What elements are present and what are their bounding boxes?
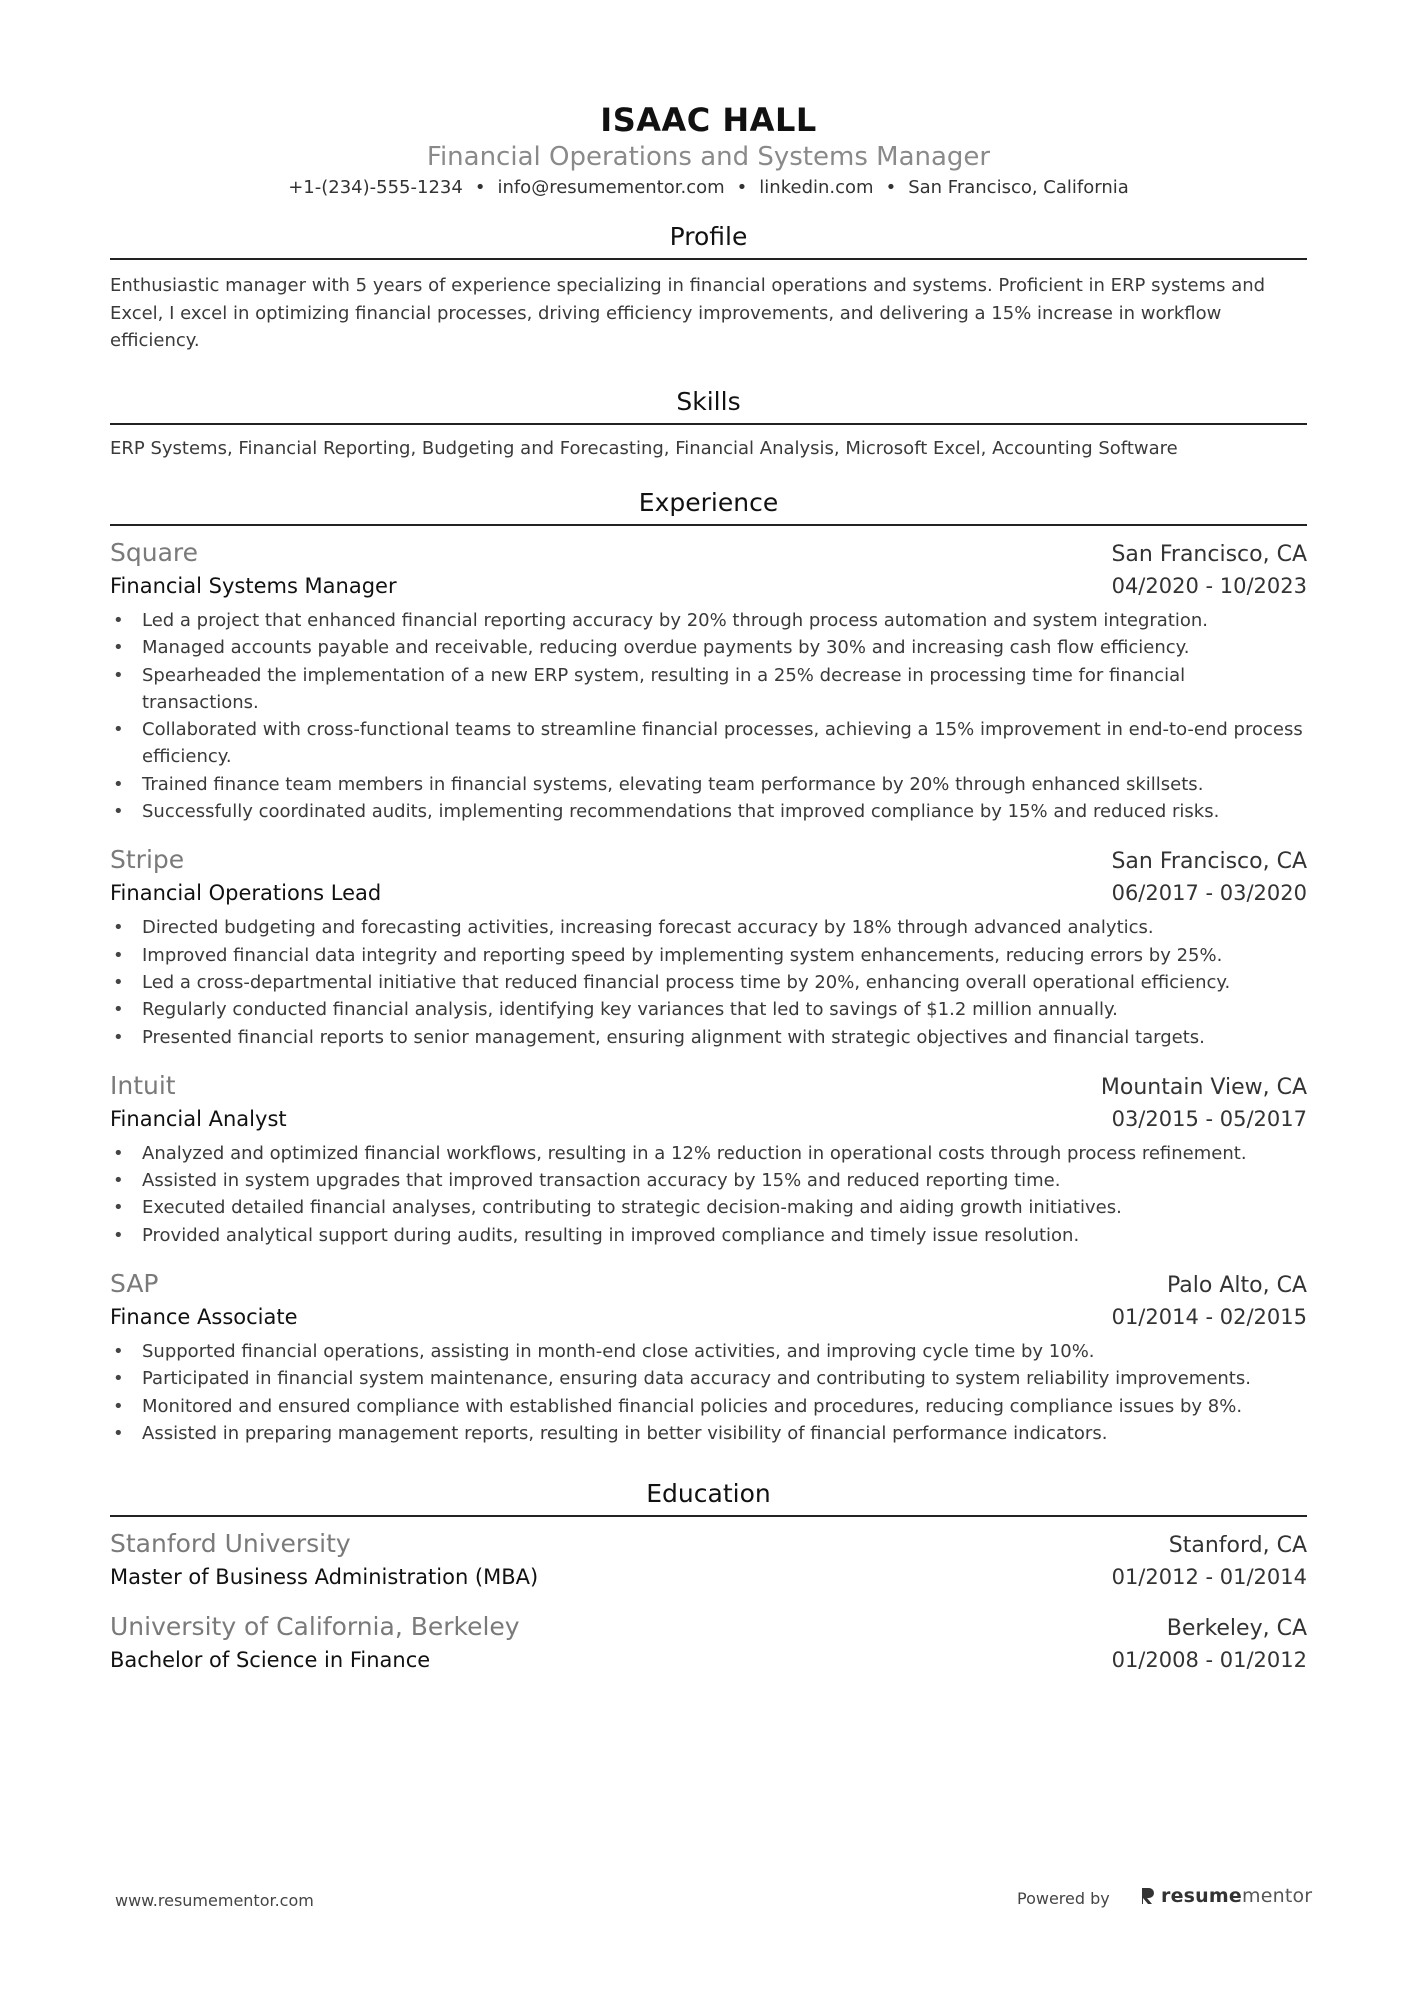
section-divider	[110, 1515, 1307, 1517]
achievement-item: • Assisted in preparing management reports, resulting in better visibility of financial performance indicators.	[110, 1420, 1307, 1447]
job-title: Financial Analyst	[110, 1106, 287, 1131]
degree: Master of Business Administration (MBA)	[110, 1565, 539, 1590]
education-dates: 01/2008 - 01/2012	[1111, 1648, 1307, 1673]
education-dates: 01/2012 - 01/2014	[1111, 1565, 1307, 1590]
brand-logo[interactable]	[1140, 1885, 1312, 1907]
achievement-item: • Led a project that enhanced financial reporting accuracy by 20% through process automation and system integration.	[110, 607, 1307, 634]
achievement-item: • Led a cross-departmental initiative that reduced financial process time by 20%, enhancing overall operational efficiency.	[110, 969, 1307, 996]
contact-phone: +1-(234)-555-1234	[288, 177, 463, 198]
job-title: Financial Operations Lead	[110, 881, 382, 906]
contact-separator: •	[474, 177, 486, 198]
profile-section	[110, 220, 1307, 355]
school-location: Stanford, CA	[1168, 1533, 1307, 1559]
candidate-headline: Financial Operations and Systems Manager	[426, 142, 991, 172]
candidate-name: ISAAC HALL	[600, 101, 817, 139]
company-name: Square	[110, 538, 199, 567]
job-location: Mountain View, CA	[1100, 1074, 1307, 1100]
achievement-list	[110, 1140, 1307, 1249]
achievement-item: • Participated in financial system maintenance, ensuring data accuracy and contributing to system reliability improvements.	[110, 1365, 1307, 1392]
achievement-item: • Trained finance team members in financial systems, elevating team performance by 20% through enhanced skillsets.	[110, 771, 1307, 798]
achievement-list	[110, 1338, 1307, 1447]
section-divider	[110, 524, 1307, 526]
school-name: Stanford University	[110, 1529, 351, 1559]
experience-entry	[110, 536, 1307, 825]
achievement-item: • Executed detailed financial analyses, contributing to strategic decision-making and aiding growth initiatives.	[110, 1194, 1307, 1221]
achievement-item: • Supported financial operations, assisting in month-end close activities, and improving cycle time by 10%.	[110, 1338, 1307, 1365]
experience-entry	[110, 1069, 1307, 1249]
achievement-item: • Collaborated with cross-functional teams to streamline financial processes, achieving a 15% improvement in end-to-end process efficiency.	[110, 716, 1307, 771]
contact-location: San Francisco, California	[908, 177, 1129, 198]
achievement-list	[110, 607, 1307, 825]
achievement-item: • Monitored and ensured compliance with established financial policies and procedures, reducing compliance issues by 8%.	[110, 1393, 1307, 1420]
brand-wordmark	[1161, 1885, 1312, 1907]
skills-text: ERP Systems, Financial Reporting, Budgeting and Forecasting, Financial Analysis, Microsoft Excel, Accounting Software	[110, 437, 1178, 459]
job-location: San Francisco, CA	[1111, 542, 1307, 567]
contact-line	[110, 174, 1307, 202]
section-title-profile: Profile	[669, 222, 748, 251]
contact-linkedin: linkedin.com	[759, 177, 874, 198]
footer-website-link[interactable]: www.resumementor.com	[115, 1891, 314, 1910]
section-title-education: Education	[646, 1479, 771, 1509]
education-entry	[110, 1610, 1307, 1675]
section-title-experience: Experience	[638, 488, 779, 517]
achievement-item: • Spearheaded the implementation of a new ERP system, resulting in a 25% decrease in processing time for financial transactions.	[110, 662, 1307, 717]
powered-by-label: Powered by	[1017, 1889, 1110, 1908]
resume-page	[110, 0, 1307, 1675]
school-location: Berkeley, CA	[1166, 1616, 1307, 1642]
achievement-item: • Managed accounts payable and receivable, reducing overdue payments by 30% and increasing cash flow efficiency.	[110, 634, 1307, 661]
achievement-item: • Analyzed and optimized financial workflows, resulting in a 12% reduction in operational costs through process refinement.	[110, 1140, 1307, 1167]
section-title-skills: Skills	[676, 386, 741, 416]
contact-separator: •	[885, 177, 897, 198]
company-name: SAP	[110, 1269, 159, 1299]
company-name: Stripe	[110, 845, 185, 875]
contact-separator: •	[736, 177, 748, 198]
company-name: Intuit	[110, 1070, 176, 1100]
brand-wordmark-light: mentor	[1241, 1885, 1313, 1907]
job-location: Palo Alto, CA	[1167, 1273, 1307, 1299]
achievement-item: • Regularly conducted financial analysis, identifying key variances that led to savings of $1.2 million annually.	[110, 996, 1307, 1023]
job-dates: 06/2017 - 03/2020	[1111, 881, 1307, 906]
achievement-item: • Provided analytical support during audits, resulting in improved compliance and timely issue resolution.	[110, 1222, 1307, 1249]
job-dates: 04/2020 - 10/2023	[1111, 574, 1307, 598]
job-dates: 01/2014 - 02/2015	[1111, 1305, 1307, 1330]
section-divider	[110, 258, 1307, 260]
achievement-item: • Successfully coordinated audits, implementing recommendations that improved compliance by 15% and reduced risks.	[110, 798, 1307, 825]
education-section	[110, 1477, 1307, 1675]
achievement-item: • Presented financial reports to senior management, ensuring alignment with strategic objectives and financial targets.	[110, 1024, 1307, 1051]
job-title: Financial Systems Manager	[110, 574, 397, 598]
achievement-list	[110, 914, 1307, 1050]
job-location: San Francisco, CA	[1111, 849, 1307, 875]
job-title: Finance Associate	[110, 1305, 298, 1330]
education-entry	[110, 1527, 1307, 1592]
skills-section	[110, 385, 1307, 463]
brand-wordmark-bold: resume	[1161, 1885, 1242, 1907]
contact-email: info@resumementor.com	[497, 177, 725, 198]
achievement-item: • Improved financial data integrity and reporting speed by implementing system enhancements, reducing errors by 25%.	[110, 942, 1307, 969]
page-footer	[0, 1885, 1410, 1915]
experience-entry	[110, 1267, 1307, 1447]
profile-text: Enthusiastic manager with 5 years of experience specializing in financial operations and systems. Proficient in ERP systems and Excel, I excel in optimizing financial processes, driving efficiency improvements, and delivering a 15% increase in workflow efficiency.	[110, 275, 1266, 351]
achievement-item: • Assisted in system upgrades that improved transaction accuracy by 15% and reduced reporting time.	[110, 1167, 1307, 1194]
section-divider	[110, 423, 1307, 425]
school-name: University of California, Berkeley	[110, 1612, 520, 1642]
experience-section	[110, 486, 1307, 1447]
job-dates: 03/2015 - 05/2017	[1111, 1106, 1307, 1131]
experience-entry	[110, 843, 1307, 1050]
degree: Bachelor of Science in Finance	[110, 1648, 431, 1673]
resumementor-logo-icon	[1140, 1886, 1156, 1906]
achievement-item: • Directed budgeting and forecasting activities, increasing forecast accuracy by 18% through advanced analytics.	[110, 914, 1307, 941]
